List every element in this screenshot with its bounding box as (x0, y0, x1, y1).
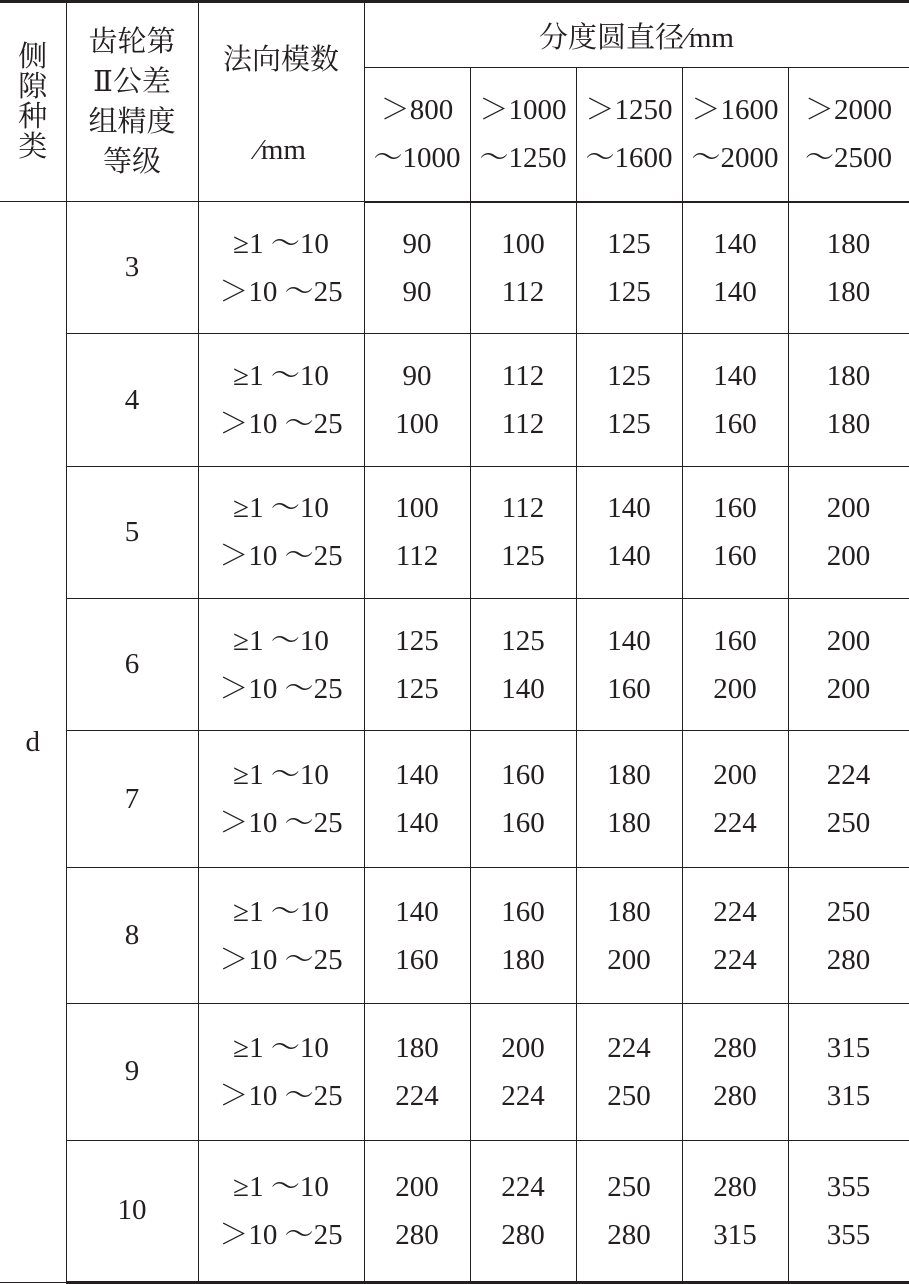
value: 200 (826, 492, 871, 525)
grade-cell: 9 (66, 1004, 198, 1140)
value: 112 (501, 275, 545, 308)
value-cell (364, 867, 470, 1003)
modulus-cell (198, 599, 364, 731)
value: 200 (826, 672, 871, 705)
value: 280 (713, 1079, 757, 1112)
value-cell (364, 334, 470, 466)
value-cell (788, 202, 909, 334)
value: 160 (501, 807, 545, 840)
grade-cell: 7 (66, 731, 198, 867)
header-diameter-range-to: ～1000 (373, 142, 461, 175)
header-diameter-range (682, 68, 788, 202)
value: 100 (395, 408, 439, 441)
value: 200 (713, 759, 757, 792)
header-diameter-range-to: ～1250 (479, 142, 567, 175)
modulus-range: ＞10 ～25 (219, 943, 343, 976)
value-cell (682, 1004, 788, 1140)
value-cell (470, 867, 576, 1003)
value: 140 (501, 672, 545, 705)
value: 250 (826, 807, 871, 840)
value: 125 (607, 227, 651, 260)
modulus-range: ≥1 ～10 (233, 360, 329, 393)
value: 160 (713, 540, 757, 573)
modulus-range: ＞10 ～25 (219, 807, 343, 840)
value: 125 (501, 624, 545, 657)
modulus-cell (198, 1004, 364, 1140)
value: 160 (713, 492, 757, 525)
value: 112 (395, 540, 439, 573)
header-grade-line: 组精度 (88, 106, 176, 138)
value-cell (682, 202, 788, 334)
modulus-range: ＞10 ～25 (219, 1218, 343, 1251)
value: 112 (501, 408, 545, 441)
value-cell (470, 599, 576, 731)
value-cell (788, 731, 909, 867)
value: 315 (713, 1218, 757, 1251)
value: 140 (607, 624, 651, 657)
value-cell (682, 466, 788, 598)
table-row (0, 202, 909, 334)
header-diameter-range (470, 68, 576, 202)
value: 90 (402, 360, 432, 393)
value: 250 (607, 1170, 651, 1203)
value-cell (788, 599, 909, 731)
table-row (0, 599, 909, 731)
value-cell (364, 202, 470, 334)
value: 90 (402, 227, 432, 260)
value: 180 (826, 408, 871, 441)
header-diameter-range (788, 68, 909, 202)
value: 200 (501, 1031, 545, 1064)
grade-cell: 4 (66, 334, 198, 466)
value-cell (682, 867, 788, 1003)
header-diameter-range-from: ＞2000 (805, 94, 893, 127)
value: 180 (826, 360, 871, 393)
value: 280 (395, 1218, 439, 1251)
modulus-cell (198, 202, 364, 334)
modulus-cell (198, 1140, 364, 1282)
header-grade-line: 等级 (102, 146, 161, 178)
value-cell (576, 466, 682, 598)
value: 160 (501, 895, 545, 928)
value: 140 (713, 275, 757, 308)
modulus-range: ＞10 ～25 (219, 672, 343, 705)
header-diameter-range (364, 68, 470, 202)
value: 224 (607, 1031, 651, 1064)
value-cell (470, 466, 576, 598)
value: 224 (826, 759, 871, 792)
modulus-cell (198, 731, 364, 867)
header-diameter-range-to: ～2500 (805, 142, 893, 175)
value: 160 (395, 943, 439, 976)
value: 100 (501, 227, 545, 260)
value-cell (682, 1140, 788, 1282)
value-cell (364, 599, 470, 731)
value: 280 (713, 1170, 757, 1203)
value: 224 (713, 895, 757, 928)
value-cell (470, 1140, 576, 1282)
grade-cell: 8 (66, 867, 198, 1003)
header-grade-line: Ⅱ公差 (93, 66, 171, 98)
value: 140 (713, 360, 757, 393)
modulus-range: ≥1 ～10 (233, 492, 329, 525)
table-row (0, 867, 909, 1003)
table-row (0, 466, 909, 598)
modulus-range: ＞10 ～25 (219, 275, 343, 308)
value-cell (576, 731, 682, 867)
value: 280 (501, 1218, 545, 1251)
value-cell (576, 867, 682, 1003)
value: 140 (395, 895, 439, 928)
modulus-cell (198, 334, 364, 466)
value-cell (470, 1004, 576, 1140)
value: 180 (826, 227, 871, 260)
value: 125 (607, 275, 651, 308)
value: 224 (501, 1170, 545, 1203)
value: 180 (395, 1031, 439, 1064)
value: 160 (607, 672, 651, 705)
value: 140 (395, 807, 439, 840)
value: 315 (826, 1031, 871, 1064)
header-side-clearance-char: 隙 (18, 71, 48, 103)
value-cell (364, 1004, 470, 1140)
value-cell (364, 731, 470, 867)
value-cell (576, 1004, 682, 1140)
value: 112 (501, 360, 545, 393)
modulus-range: ≥1 ～10 (233, 1170, 329, 1203)
header-side-clearance-char: 侧 (18, 41, 48, 73)
value: 125 (395, 672, 439, 705)
value-cell (470, 202, 576, 334)
value: 200 (713, 672, 757, 705)
value: 180 (607, 759, 651, 792)
header-diameter-range-from: ＞1000 (479, 94, 567, 127)
value: 160 (501, 759, 545, 792)
value: 280 (826, 943, 871, 976)
header-side-clearance (0, 2, 66, 202)
value-cell (788, 466, 909, 598)
value: 224 (501, 1079, 545, 1112)
value: 180 (607, 807, 651, 840)
value-cell (364, 466, 470, 598)
value-cell (788, 1140, 909, 1282)
value: 315 (826, 1079, 871, 1112)
value-cell (576, 599, 682, 731)
value: 180 (826, 275, 871, 308)
value: 200 (826, 624, 871, 657)
header-diameter-range-from: ＞1600 (691, 94, 779, 127)
header-modulus-label: 法向模数 (222, 44, 339, 76)
header-diameter-range-from: ＞1250 (585, 94, 673, 127)
grade-cell: 6 (66, 599, 198, 731)
value-cell (788, 1004, 909, 1140)
value: 200 (607, 943, 651, 976)
value: 224 (713, 943, 757, 976)
value: 180 (501, 943, 545, 976)
modulus-cell (198, 466, 364, 598)
modulus-range: ≥1 ～10 (233, 1031, 329, 1064)
value-cell (682, 334, 788, 466)
grade-cell: 10 (66, 1140, 198, 1282)
value: 180 (607, 895, 651, 928)
header-grade-line: 齿轮第 (88, 26, 176, 58)
value-cell (682, 731, 788, 867)
value: 125 (501, 540, 545, 573)
header-side-clearance-char: 种 (18, 101, 48, 133)
value-cell (788, 334, 909, 466)
grade-cell: 3 (66, 202, 198, 334)
value: 125 (395, 624, 439, 657)
grade-cell: 5 (66, 466, 198, 598)
value-cell (470, 731, 576, 867)
value-cell (788, 867, 909, 1003)
side-clearance-cell: d (0, 202, 66, 1283)
modulus-range: ＞10 ～25 (219, 408, 343, 441)
modulus-range: ≥1 ～10 (233, 759, 329, 792)
table-row (0, 1140, 909, 1282)
header-diameter-range-from: ＞800 (380, 94, 454, 127)
header-diameter-range-to: ～2000 (691, 142, 779, 175)
value: 140 (607, 540, 651, 573)
value: 90 (402, 275, 432, 308)
value-cell (576, 334, 682, 466)
header-diameter-range (576, 68, 682, 202)
modulus-range: ≥1 ～10 (233, 624, 329, 657)
value: 160 (713, 624, 757, 657)
value-cell (576, 1140, 682, 1282)
value: 200 (826, 540, 871, 573)
value-cell (682, 599, 788, 731)
value: 355 (826, 1170, 871, 1203)
value: 112 (501, 492, 545, 525)
table-row (0, 334, 909, 466)
table-row (0, 1004, 909, 1140)
value: 140 (713, 227, 757, 260)
value: 200 (395, 1170, 439, 1203)
modulus-range: ≥1 ～10 (233, 227, 329, 260)
value: 125 (607, 360, 651, 393)
modulus-range: ＞10 ～25 (219, 540, 343, 573)
header-side-clearance-char: 类 (18, 131, 48, 163)
value: 140 (607, 492, 651, 525)
header-grade (66, 2, 198, 202)
header-diameter: 分度圆直径∕mm (364, 2, 909, 68)
value: 160 (713, 408, 757, 441)
value: 224 (395, 1079, 439, 1112)
value-cell (576, 202, 682, 334)
value: 125 (607, 408, 651, 441)
value-cell (364, 1140, 470, 1282)
modulus-range: ＞10 ～25 (219, 1079, 343, 1112)
table-row (0, 731, 909, 867)
header-modulus (198, 2, 364, 202)
value: 250 (826, 895, 871, 928)
value-cell (470, 334, 576, 466)
value: 224 (713, 807, 757, 840)
value: 355 (826, 1218, 871, 1251)
header-diameter-range-to: ～1600 (585, 142, 673, 175)
value: 140 (395, 759, 439, 792)
value: 250 (607, 1079, 651, 1112)
value: 280 (607, 1218, 651, 1251)
modulus-cell (198, 867, 364, 1003)
header-modulus-unit: ∕mm (256, 134, 306, 166)
modulus-range: ≥1 ～10 (233, 895, 329, 928)
value: 100 (395, 492, 439, 525)
value: 280 (713, 1031, 757, 1064)
